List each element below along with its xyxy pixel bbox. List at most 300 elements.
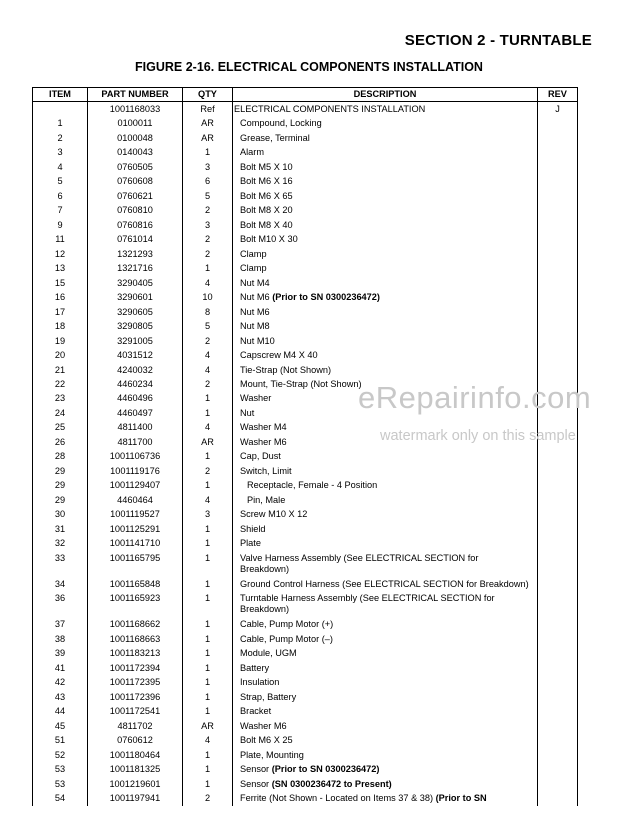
cell-description xyxy=(233,218,538,232)
cell-item: 53 xyxy=(33,762,88,776)
cell-part-number: 1001180464 xyxy=(88,748,183,762)
description-text: Pin, Male xyxy=(247,494,286,505)
cell-item: 13 xyxy=(33,261,88,275)
cell-item: 26 xyxy=(33,435,88,449)
column-header-part-number: PART NUMBER xyxy=(88,88,183,102)
cell-qty: 1 xyxy=(183,577,233,592)
table-row xyxy=(33,748,578,762)
cell-rev xyxy=(538,791,578,805)
cell-description xyxy=(233,406,538,420)
cell-qty: 1 xyxy=(183,777,233,791)
table-row xyxy=(33,421,578,435)
cell-qty: Ref xyxy=(183,102,233,117)
cell-rev xyxy=(538,305,578,319)
table-row xyxy=(33,116,578,130)
cell-item: 12 xyxy=(33,247,88,261)
table-row xyxy=(33,160,578,174)
cell-rev xyxy=(538,377,578,391)
cell-part-number: 0100011 xyxy=(88,116,183,130)
cell-qty: AR xyxy=(183,435,233,449)
description-text: Bolt M6 X 16 xyxy=(240,176,293,187)
cell-rev xyxy=(538,232,578,246)
cell-qty: AR xyxy=(183,116,233,130)
cell-rev xyxy=(538,392,578,406)
description-text: Valve Harness Assembly (See ELECTRICAL SECTION for Breakdown) xyxy=(240,552,479,574)
cell-rev xyxy=(538,261,578,275)
cell-description xyxy=(233,646,538,660)
description-text: Nut M8 xyxy=(240,321,270,332)
cell-description xyxy=(233,748,538,762)
cell-part-number: 1001165795 xyxy=(88,551,183,577)
cell-qty: 10 xyxy=(183,290,233,304)
table-row xyxy=(33,261,578,275)
cell-qty: 8 xyxy=(183,305,233,319)
table-row xyxy=(33,690,578,704)
cell-qty: 1 xyxy=(183,479,233,493)
cell-qty: 4 xyxy=(183,348,233,362)
cell-description xyxy=(233,592,538,618)
cell-qty: 1 xyxy=(183,762,233,776)
cell-rev xyxy=(538,646,578,660)
cell-description xyxy=(233,247,538,261)
cell-part-number: 0140043 xyxy=(88,145,183,159)
table-row xyxy=(33,675,578,689)
cell-item: 5 xyxy=(33,174,88,188)
cell-part-number: 3290605 xyxy=(88,305,183,319)
cell-description xyxy=(233,733,538,747)
cell-part-number: 4811702 xyxy=(88,719,183,733)
cell-part-number: 1001219601 xyxy=(88,777,183,791)
description-text: Ground Control Harness (See ELECTRICAL SECTION for Breakdown) xyxy=(240,578,529,589)
cell-description xyxy=(233,261,538,275)
description-text: Washer M6 xyxy=(240,720,287,731)
description-text: Nut M6 xyxy=(240,292,270,303)
table-row xyxy=(33,131,578,145)
cell-part-number: 1001125291 xyxy=(88,522,183,536)
cell-part-number: 4811400 xyxy=(88,421,183,435)
cell-qty: 1 xyxy=(183,551,233,577)
cell-item: 1 xyxy=(33,116,88,130)
table-row xyxy=(33,762,578,776)
table-row xyxy=(33,508,578,522)
cell-part-number: 1001172394 xyxy=(88,661,183,675)
serial-number-note: (Prior to SN 0300236472) xyxy=(271,764,380,775)
cell-part-number: 0761014 xyxy=(88,232,183,246)
cell-item: 3 xyxy=(33,145,88,159)
cell-item: 7 xyxy=(33,203,88,217)
cell-part-number: 0100048 xyxy=(88,131,183,145)
cell-rev xyxy=(538,464,578,478)
description-text: Tie-Strap (Not Shown) xyxy=(240,364,332,375)
cell-qty: 1 xyxy=(183,675,233,689)
cell-qty: 2 xyxy=(183,464,233,478)
cell-qty: 4 xyxy=(183,363,233,377)
cell-item: 54 xyxy=(33,791,88,805)
cell-description xyxy=(233,661,538,675)
description-text: Cable, Pump Motor (+) xyxy=(240,619,334,630)
table-row xyxy=(33,704,578,718)
cell-item xyxy=(33,102,88,117)
cell-qty: 1 xyxy=(183,145,233,159)
description-text: Washer M6 xyxy=(240,436,287,447)
cell-qty: 3 xyxy=(183,508,233,522)
cell-item: 24 xyxy=(33,406,88,420)
parts-table-body xyxy=(33,102,578,806)
cell-rev xyxy=(538,661,578,675)
table-row xyxy=(33,203,578,217)
cell-description xyxy=(233,479,538,493)
table-row xyxy=(33,218,578,232)
cell-part-number: 0760810 xyxy=(88,203,183,217)
cell-rev xyxy=(538,704,578,718)
cell-item: 29 xyxy=(33,479,88,493)
cell-rev xyxy=(538,617,578,631)
table-row xyxy=(33,791,578,805)
table-row xyxy=(33,392,578,406)
cell-rev xyxy=(538,577,578,592)
cell-qty: 2 xyxy=(183,377,233,391)
cell-part-number: 1001165923 xyxy=(88,592,183,618)
cell-item: 32 xyxy=(33,537,88,551)
cell-description xyxy=(233,145,538,159)
cell-item: 30 xyxy=(33,508,88,522)
cell-part-number: 0760612 xyxy=(88,733,183,747)
table-row xyxy=(33,464,578,478)
cell-rev xyxy=(538,479,578,493)
cell-description xyxy=(233,690,538,704)
serial-number-note: (SN 0300236472 to Present) xyxy=(271,778,392,789)
cell-description xyxy=(233,551,538,577)
cell-rev xyxy=(538,276,578,290)
cell-part-number: 4460497 xyxy=(88,406,183,420)
cell-description xyxy=(233,348,538,362)
cell-description xyxy=(233,290,538,304)
cell-description xyxy=(233,174,538,188)
description-text: Mount, Tie-Strap (Not Shown) xyxy=(240,379,362,389)
cell-item: 21 xyxy=(33,363,88,377)
description-text: Strap, Battery xyxy=(240,691,297,702)
cell-qty: 3 xyxy=(183,160,233,174)
column-header-rev: REV xyxy=(538,88,578,102)
cell-description xyxy=(233,537,538,551)
cell-item: 17 xyxy=(33,305,88,319)
cell-rev xyxy=(538,592,578,618)
cell-qty: 4 xyxy=(183,733,233,747)
cell-part-number: 4460234 xyxy=(88,377,183,391)
table-row xyxy=(33,145,578,159)
cell-rev xyxy=(538,203,578,217)
cell-description xyxy=(233,377,538,391)
cell-part-number: 4811700 xyxy=(88,435,183,449)
table-row xyxy=(33,646,578,660)
table-row xyxy=(33,247,578,261)
table-row xyxy=(33,305,578,319)
table-row xyxy=(33,661,578,675)
table-row xyxy=(33,232,578,246)
cell-rev: J xyxy=(538,102,578,117)
cell-part-number: 1001119176 xyxy=(88,464,183,478)
description-text: Screw M10 X 12 xyxy=(240,509,308,520)
cell-part-number: 3290601 xyxy=(88,290,183,304)
cell-part-number: 4460496 xyxy=(88,392,183,406)
cell-item: 18 xyxy=(33,319,88,333)
description-text: Alarm xyxy=(240,147,264,158)
cell-rev xyxy=(538,174,578,188)
cell-rev xyxy=(538,363,578,377)
description-text: Ferrite (Not Shown - Located on Items 37 & 38) xyxy=(240,793,434,804)
cell-description xyxy=(233,704,538,718)
table-row xyxy=(33,577,578,592)
description-text: Receptacle, Female - 4 Position xyxy=(247,480,378,491)
table-row xyxy=(33,406,578,420)
cell-qty: 1 xyxy=(183,537,233,551)
cell-description xyxy=(233,189,538,203)
description-text: Sensor xyxy=(240,764,270,775)
figure-title: FIGURE 2-16. ELECTRICAL COMPONENTS INSTALLATION xyxy=(135,60,483,74)
cell-rev xyxy=(538,493,578,507)
cell-part-number: 1001165848 xyxy=(88,577,183,592)
cell-qty: 3 xyxy=(183,218,233,232)
cell-qty: 2 xyxy=(183,203,233,217)
cell-item: 29 xyxy=(33,493,88,507)
description-text: Nut M4 xyxy=(240,277,270,288)
cell-qty: 1 xyxy=(183,522,233,536)
cell-rev xyxy=(538,748,578,762)
cell-part-number: 1001168662 xyxy=(88,617,183,631)
table-row xyxy=(33,334,578,348)
cell-description xyxy=(233,777,538,791)
cell-qty: 1 xyxy=(183,748,233,762)
cell-part-number: 1001181325 xyxy=(88,762,183,776)
cell-description xyxy=(233,791,538,805)
cell-item: 34 xyxy=(33,577,88,592)
watermark-main-text: eRepairinfo.com xyxy=(358,380,592,415)
table-row xyxy=(33,290,578,304)
table-row xyxy=(33,377,578,391)
cell-qty: 1 xyxy=(183,617,233,631)
cell-qty: 1 xyxy=(183,392,233,406)
cell-rev xyxy=(538,116,578,130)
description-text: Capscrew M4 X 40 xyxy=(240,350,318,361)
cell-item: 41 xyxy=(33,661,88,675)
cell-qty: 1 xyxy=(183,704,233,718)
table-row xyxy=(33,493,578,507)
cell-part-number: 0760816 xyxy=(88,218,183,232)
cell-qty: 4 xyxy=(183,421,233,435)
cell-rev xyxy=(538,406,578,420)
cell-part-number: 4460464 xyxy=(88,493,183,507)
table-row xyxy=(33,479,578,493)
cell-part-number: 3291005 xyxy=(88,334,183,348)
cell-qty: 6 xyxy=(183,174,233,188)
description-text: Clamp xyxy=(240,248,267,259)
cell-item: 23 xyxy=(33,392,88,406)
description-text: Shield xyxy=(240,523,266,534)
cell-description xyxy=(233,493,538,507)
table-row xyxy=(33,537,578,551)
cell-item: 9 xyxy=(33,218,88,232)
cell-rev xyxy=(538,551,578,577)
cell-rev xyxy=(538,435,578,449)
cell-item: 33 xyxy=(33,551,88,577)
table-row xyxy=(33,174,578,188)
cell-description xyxy=(233,276,538,290)
cell-part-number: 1001106736 xyxy=(88,450,183,464)
cell-description xyxy=(233,522,538,536)
column-header-description: DESCRIPTION xyxy=(233,88,538,102)
cell-qty: 4 xyxy=(183,493,233,507)
cell-part-number: 0760505 xyxy=(88,160,183,174)
cell-qty: AR xyxy=(183,719,233,733)
cell-qty: 4 xyxy=(183,276,233,290)
description-text: Bolt M10 X 30 xyxy=(240,234,298,245)
cell-qty: AR xyxy=(183,131,233,145)
description-text: Grease, Terminal xyxy=(240,132,310,143)
cell-part-number: 3290805 xyxy=(88,319,183,333)
cell-item: 45 xyxy=(33,719,88,733)
description-text: Bolt M6 X 65 xyxy=(240,190,293,201)
cell-description xyxy=(233,435,538,449)
cell-part-number: 0760608 xyxy=(88,174,183,188)
cell-item: 22 xyxy=(33,377,88,391)
cell-item: 38 xyxy=(33,632,88,646)
cell-rev xyxy=(538,421,578,435)
column-header-item: ITEM xyxy=(33,88,88,102)
watermark-sub-text: watermark only on this sample xyxy=(380,428,576,444)
cell-qty: 2 xyxy=(183,334,233,348)
cell-part-number: 4031512 xyxy=(88,348,183,362)
cell-rev xyxy=(538,762,578,776)
cell-part-number: 4240032 xyxy=(88,363,183,377)
cell-description xyxy=(233,675,538,689)
cell-qty: 1 xyxy=(183,261,233,275)
cell-qty: 1 xyxy=(183,592,233,618)
cell-description xyxy=(233,160,538,174)
cell-item: 11 xyxy=(33,232,88,246)
cell-description xyxy=(233,203,538,217)
table-row xyxy=(33,102,578,117)
cell-item: 31 xyxy=(33,522,88,536)
cell-qty: 1 xyxy=(183,632,233,646)
cell-item: 6 xyxy=(33,189,88,203)
cell-description xyxy=(233,450,538,464)
cell-qty: 2 xyxy=(183,232,233,246)
description-text: Washer M4 xyxy=(240,422,287,433)
cell-item: 25 xyxy=(33,421,88,435)
table-row xyxy=(33,450,578,464)
description-text: Cable, Pump Motor (–) xyxy=(240,633,333,644)
serial-number-note: (Prior to SN 0300236472) xyxy=(272,292,380,303)
cell-rev xyxy=(538,218,578,232)
cell-rev xyxy=(538,450,578,464)
table-row xyxy=(33,617,578,631)
cell-part-number: 1001197941 xyxy=(88,791,183,805)
cell-item: 42 xyxy=(33,675,88,689)
description-text: Switch, Limit xyxy=(240,465,292,476)
cell-description xyxy=(233,116,538,130)
cell-part-number: 3290405 xyxy=(88,276,183,290)
cell-description xyxy=(233,508,538,522)
description-text: Washer xyxy=(240,393,272,404)
cell-description xyxy=(233,131,538,145)
table-header-row xyxy=(33,88,578,102)
cell-qty: 1 xyxy=(183,406,233,420)
description-text: Clamp xyxy=(240,263,267,274)
cell-description xyxy=(233,421,538,435)
description-text: Plate xyxy=(240,538,261,549)
cell-rev xyxy=(538,690,578,704)
cell-description xyxy=(233,762,538,776)
cell-item: 44 xyxy=(33,704,88,718)
description-text: Module, UGM xyxy=(240,648,297,659)
cell-description xyxy=(233,577,538,592)
table-row xyxy=(33,551,578,577)
description-text: Turntable Harness Assembly (See ELECTRICAL SECTION for Breakdown) xyxy=(240,593,495,615)
cell-description xyxy=(233,632,538,646)
table-row xyxy=(33,348,578,362)
cell-rev xyxy=(538,537,578,551)
cell-rev xyxy=(538,334,578,348)
serial-number-note: (Prior to SN xyxy=(435,793,487,804)
column-header-qty: QTY xyxy=(183,88,233,102)
cell-item: 15 xyxy=(33,276,88,290)
table-row xyxy=(33,189,578,203)
cell-description xyxy=(233,464,538,478)
cell-rev xyxy=(538,719,578,733)
cell-item: 52 xyxy=(33,748,88,762)
description-text: Bolt M8 X 20 xyxy=(240,205,293,216)
table-row xyxy=(33,363,578,377)
cell-rev xyxy=(538,632,578,646)
cell-rev xyxy=(538,522,578,536)
cell-part-number: 1001129407 xyxy=(88,479,183,493)
cell-description xyxy=(233,719,538,733)
cell-part-number: 1001168033 xyxy=(88,102,183,117)
cell-part-number: 1321716 xyxy=(88,261,183,275)
cell-item: 2 xyxy=(33,131,88,145)
section-title: SECTION 2 - TURNTABLE xyxy=(404,32,592,49)
cell-qty: 5 xyxy=(183,189,233,203)
cell-rev xyxy=(538,160,578,174)
cell-qty: 1 xyxy=(183,661,233,675)
description-text: Sensor xyxy=(240,778,270,789)
cell-rev xyxy=(538,290,578,304)
cell-rev xyxy=(538,131,578,145)
cell-item: 28 xyxy=(33,450,88,464)
description-text: Compound, Locking xyxy=(240,118,322,129)
table-row xyxy=(33,733,578,747)
cell-item: 20 xyxy=(33,348,88,362)
table-row xyxy=(33,319,578,333)
cell-rev xyxy=(538,348,578,362)
cell-description xyxy=(233,319,538,333)
cell-description xyxy=(233,334,538,348)
cell-part-number: 1001141710 xyxy=(88,537,183,551)
description-text: Bracket xyxy=(240,706,272,717)
cell-item: 43 xyxy=(33,690,88,704)
cell-rev xyxy=(538,189,578,203)
description-text: ELECTRICAL COMPONENTS INSTALLATION xyxy=(234,103,426,114)
cell-qty: 1 xyxy=(183,690,233,704)
table-row xyxy=(33,592,578,618)
cell-item: 37 xyxy=(33,617,88,631)
cell-description xyxy=(233,617,538,631)
description-text: Bolt M8 X 40 xyxy=(240,219,293,230)
cell-item: 19 xyxy=(33,334,88,348)
cell-part-number: 1321293 xyxy=(88,247,183,261)
parts-table xyxy=(32,87,578,806)
table-row xyxy=(33,522,578,536)
